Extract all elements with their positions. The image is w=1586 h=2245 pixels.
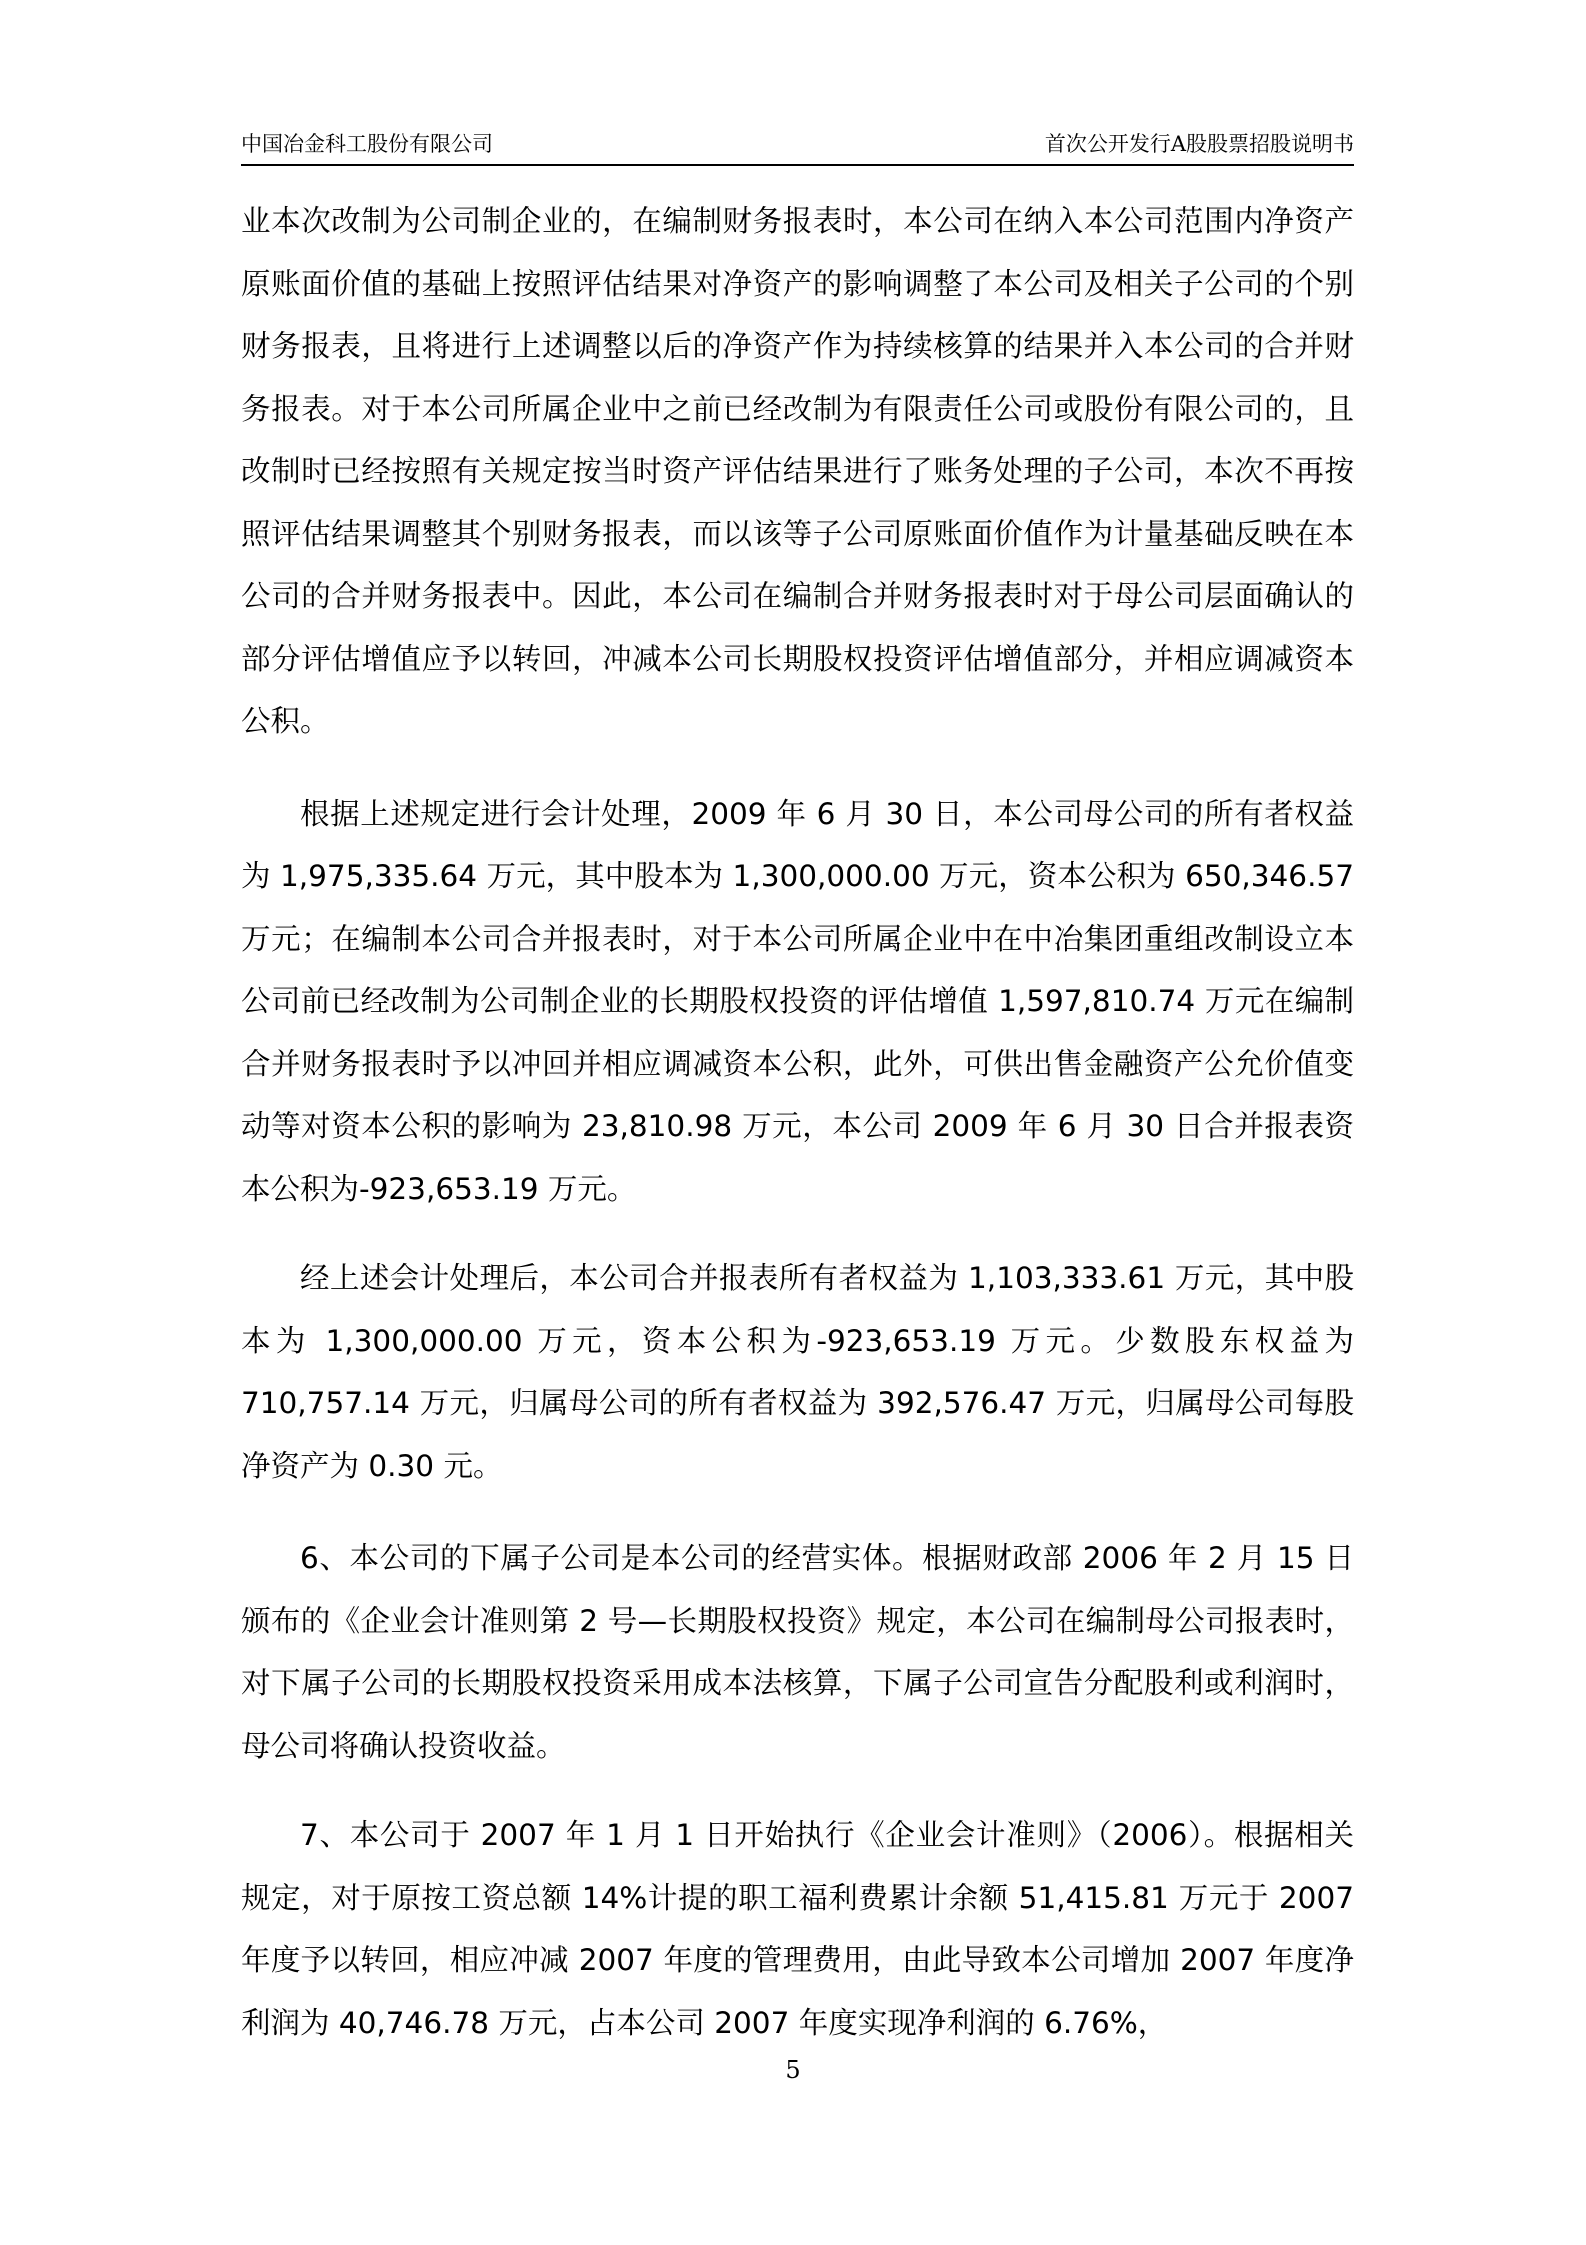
header-company-name: 中国冶金科工股份有限公司 (241, 132, 493, 156)
paragraph-gap (241, 1497, 1354, 1527)
paragraph-item-6: 6、本公司的下属子公司是本公司的经营实体。根据财政部 2006 年 2 月 15 日颁布的《企业会计准则第 2 号—长期股权投资》规定，本公司在编制母公司报表时，对下属子公司的长期股权投资采用成本法核算，下属子公司宣告分配股利或利润时，母公司将确认投资收益。 (241, 1541, 1354, 1763)
paragraph-gap (241, 1777, 1354, 1804)
paragraph-item-7: 7、本公司于 2007 年 1 月 1 日开始执行《企业会计准则》（2006）。根据相关规定，对于原按工资总额 14%计提的职工福利费累计余额 51,415.81 万元于 2007 年度予以转回，相应冲减 2007 年度的管理费用，由此导致本公司增加 2007 年度净利润为 40,746.78 万元，占本公司 2007 年度实现净利润的 6.76%， (241, 1818, 1354, 2040)
document-body (241, 190, 1354, 2054)
paragraph-continuation: 业本次改制为公司制企业的，在编制财务报表时，本公司在纳入本公司范围内净资产原账面价值的基础上按照评估结果对净资产的影响调整了本公司及相关子公司的个别财务报表，且将进行上述调整以后的净资产作为持续核算的结果并入本公司的合并财务报表。对于本公司所属企业中之前已经改制为有限责任公司或股份有限公司的，且改制时已经按照有关规定按当时资产评估结果进行了账务处理的子公司，本次不再按照评估结果调整其个别财务报表，而以该等子公司原账面价值作为计量基础反映在本公司的合并财务报表中。因此，本公司在编制合并财务报表时对于母公司层面确认的部分评估增值应予以转回，冲减本公司长期股权投资评估增值部分，并相应调减资本公积。 (241, 204, 1354, 738)
paragraph-gap (241, 1220, 1354, 1247)
page-header (241, 128, 1354, 166)
header-document-title: 首次公开发行A股股票招股说明书 (1044, 132, 1354, 156)
page-number: 5 (785, 2056, 801, 2084)
paragraph-parent-equity: 根据上述规定进行会计处理，2009 年 6 月 30 日，本公司母公司的所有者权益为 1,975,335.64 万元，其中股本为 1,300,000.00 万元，资本公积为 650,346.57 万元；在编制本公司合并报表时，对于本公司所属企业中在中冶集团重组改制设立本公司前已经改制为公司制企业的长期股权投资的评估增值 1,597,810.74 万元在编制合并财务报表时予以冲回并相应调减资本公积，此外，可供出售金融资产公允价值变动等对资本公积的影响为 23,810.98 万元，本公司 2009 年 6 月 30 日合并报表资本公积为-923,653.19 万元。 (241, 796, 1354, 1206)
paragraph-consolidated-equity: 经上述会计处理后，本公司合并报表所有者权益为 1,103,333.61 万元，其中股本为 1,300,000.00 万元，资本公积为-923,653.19 万元。少数股东权益为 710,757.14 万元，归属母公司的所有者权益为 392,576.47 万元，归属母公司每股净资产为 0.30 元。 (241, 1261, 1354, 1483)
paragraph-gap (241, 753, 1354, 783)
